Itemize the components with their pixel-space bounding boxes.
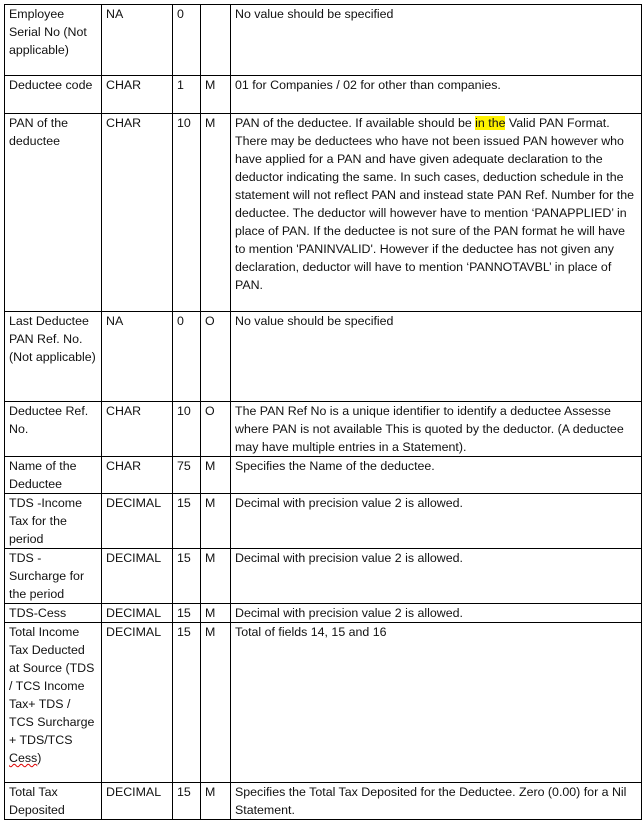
description-cell: Specifies the Total Tax Deposited for the Deductee. Zero (0.00) for a Nil Statement. <box>231 783 642 820</box>
data-type-cell: DECIMAL <box>102 549 173 604</box>
description-text: Valid PAN Format. There may be deductees who have not been issued PAN however who have applied for a PAN and have given adequate declaration to the deductor indicating the same. In such cases, deduction schedule in the statement will not reflect PAN and instead state PAN Ref. Number for the deductee. The deductor will however have to mention ‘PANAPPLIED’ in place of PAN. If the deductee is not sure of the PAN format he will have to mention 'PANINVALID'. However if the deductee has not given any declaration, deductor will have to mention ‘PANNOTAVBL’ in place of PAN. <box>235 116 634 292</box>
data-type-cell: DECIMAL <box>102 623 173 783</box>
field-name-cell: TDS -Income Tax for the period <box>5 494 102 549</box>
mandatory-cell: M <box>201 783 231 820</box>
data-type-cell: CHAR <box>102 114 173 312</box>
field-name-cell: Deductee Ref. No. <box>5 402 102 457</box>
field-name-cell: Total Tax Deposited <box>5 783 102 820</box>
size-cell: 15 <box>173 549 201 604</box>
table-row <box>5 114 642 312</box>
size-cell: 0 <box>173 312 201 402</box>
table-row <box>5 312 642 402</box>
spellcheck-text: Cess <box>9 751 38 765</box>
mandatory-cell: M <box>201 494 231 549</box>
table-row <box>5 402 642 457</box>
mandatory-cell: M <box>201 623 231 783</box>
data-type-cell: DECIMAL <box>102 783 173 820</box>
field-name-cell: Employee Serial No (Not applicable) <box>5 5 102 76</box>
table-row <box>5 457 642 494</box>
data-type-cell: NA <box>102 312 173 402</box>
field-name-text: Total Income Tax Deducted at Source (TDS / TCS Income Tax+ TDS / TCS Surcharge + TDS/TCS <box>9 625 95 747</box>
description-cell: No value should be specified <box>231 5 642 76</box>
field-name-cell: Last Deductee PAN Ref. No. (Not applicable) <box>5 312 102 402</box>
table-row <box>5 783 642 820</box>
mandatory-cell: M <box>201 549 231 604</box>
description-cell: The PAN Ref No is a unique identifier to identify a deductee Assesse where PAN is not available This is quoted by the deductor. (A deductee may have multiple entries in a Statement). <box>231 402 642 457</box>
mandatory-cell <box>201 5 231 76</box>
data-type-cell: CHAR <box>102 402 173 457</box>
field-name-cell: PAN of the deductee <box>5 114 102 312</box>
mandatory-cell: M <box>201 76 231 114</box>
highlighted-text: in the <box>475 116 506 130</box>
data-type-cell: NA <box>102 5 173 76</box>
table-row <box>5 5 642 76</box>
description-cell: Specifies the Name of the deductee. <box>231 457 642 494</box>
size-cell: 75 <box>173 457 201 494</box>
description-cell: Decimal with precision value 2 is allowed. <box>231 604 642 623</box>
mandatory-cell: M <box>201 457 231 494</box>
mandatory-cell: M <box>201 114 231 312</box>
description-cell: 01 for Companies / 02 for other than companies. <box>231 76 642 114</box>
size-cell: 10 <box>173 402 201 457</box>
field-name-cell: TDS-Cess <box>5 604 102 623</box>
field-name-cell <box>5 623 102 783</box>
mandatory-cell: O <box>201 312 231 402</box>
field-name-text: ) <box>37 751 42 765</box>
description-cell <box>231 114 642 312</box>
field-name-cell: Name of the Deductee <box>5 457 102 494</box>
data-type-cell: CHAR <box>102 457 173 494</box>
size-cell: 15 <box>173 783 201 820</box>
field-name-cell: Deductee code <box>5 76 102 114</box>
field-name-cell: TDS - Surcharge for the period <box>5 549 102 604</box>
description-cell: Total of fields 14, 15 and 16 <box>231 623 642 783</box>
table-row <box>5 623 642 783</box>
table-row <box>5 549 642 604</box>
field-spec-table <box>4 4 642 820</box>
table-row <box>5 494 642 549</box>
mandatory-cell: M <box>201 604 231 623</box>
mandatory-cell: O <box>201 402 231 457</box>
data-type-cell: DECIMAL <box>102 604 173 623</box>
size-cell: 15 <box>173 494 201 549</box>
description-cell: No value should be specified <box>231 312 642 402</box>
description-cell: Decimal with precision value 2 is allowed. <box>231 494 642 549</box>
size-cell: 10 <box>173 114 201 312</box>
size-cell: 0 <box>173 5 201 76</box>
size-cell: 15 <box>173 604 201 623</box>
size-cell: 15 <box>173 623 201 783</box>
size-cell: 1 <box>173 76 201 114</box>
table-row <box>5 604 642 623</box>
table-row <box>5 76 642 114</box>
data-type-cell: CHAR <box>102 76 173 114</box>
description-cell: Decimal with precision value 2 is allowed. <box>231 549 642 604</box>
description-text: PAN of the deductee. If available should be <box>235 116 476 130</box>
data-type-cell: DECIMAL <box>102 494 173 549</box>
